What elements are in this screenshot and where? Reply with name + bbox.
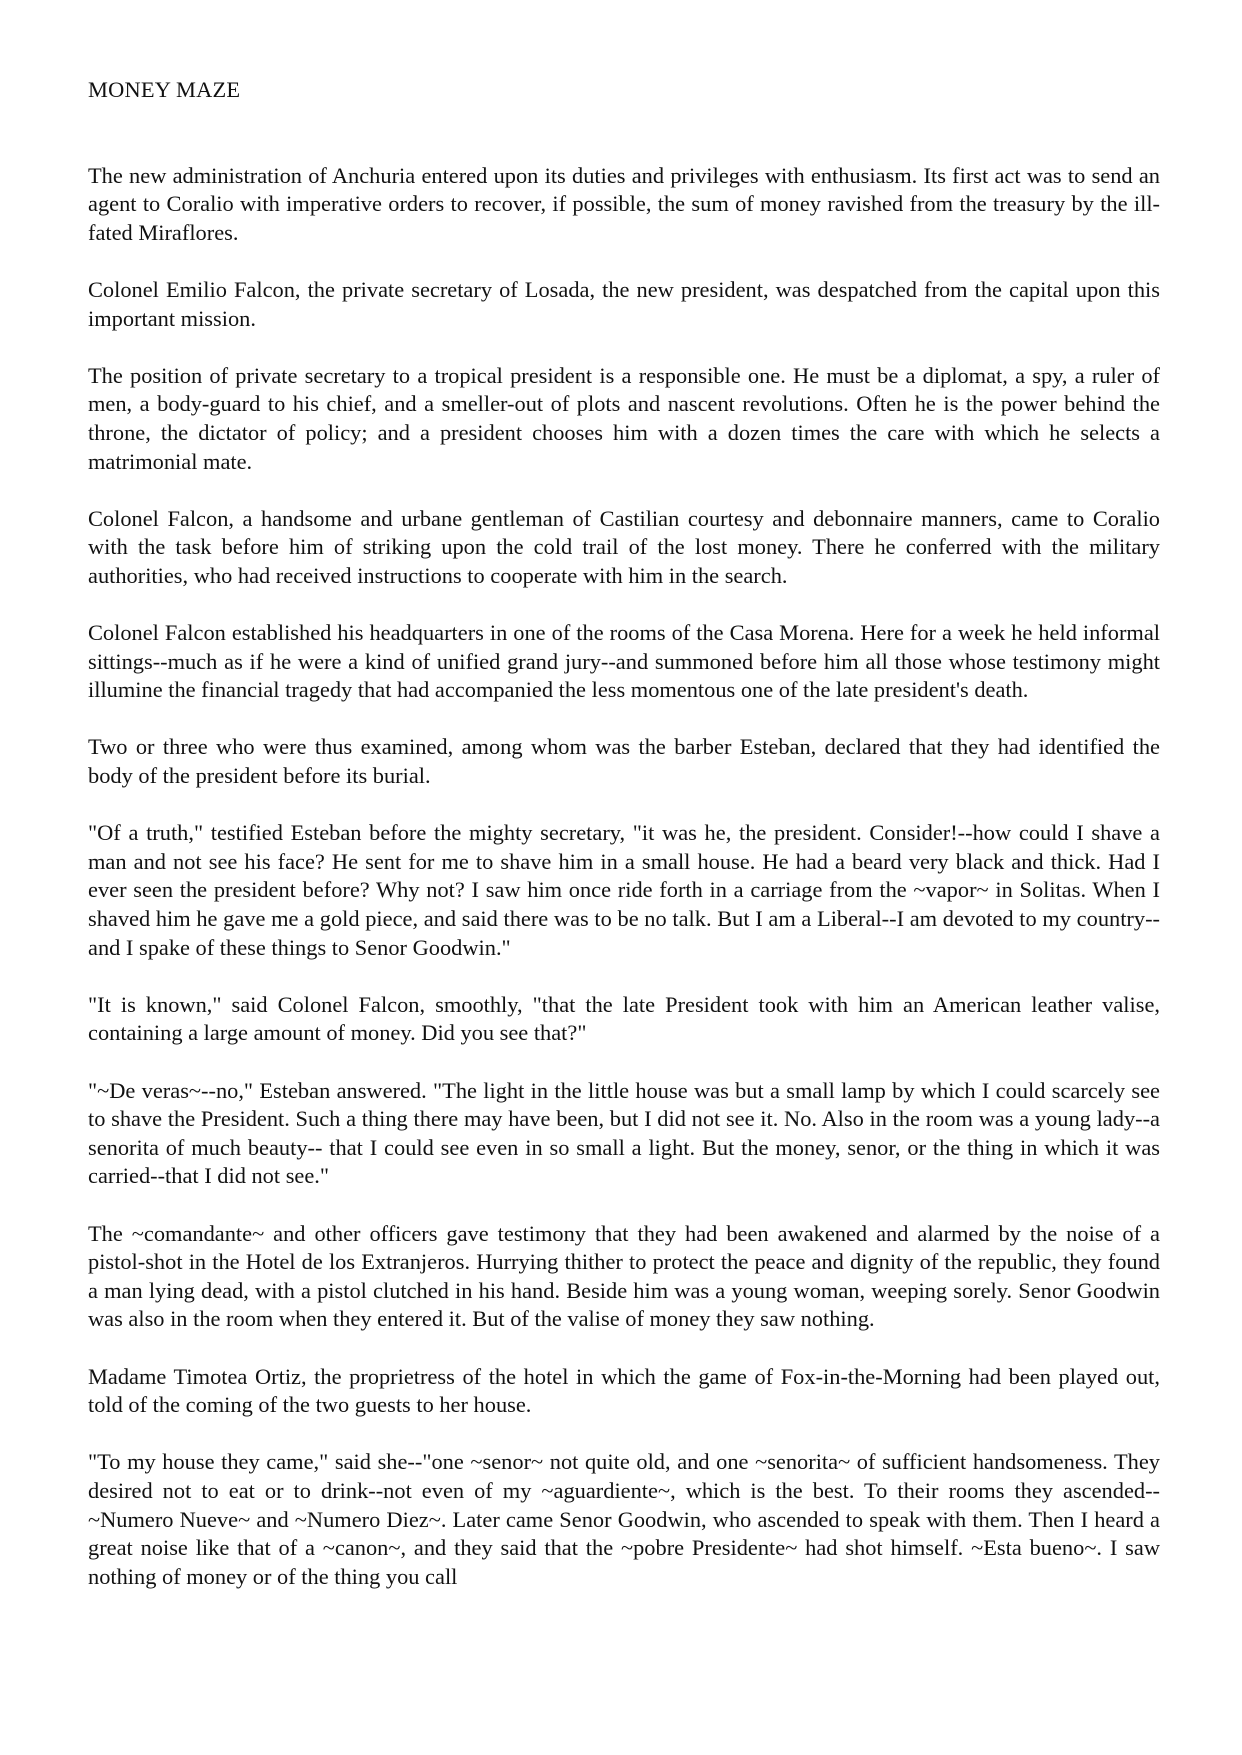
paragraph-12: "To my house they came," said she--"one ~senor~ not quite old, and one ~senorita~ of sufficient handsomeness. They desired not to eat or to drink--not even of my ~aguardiente~, which is the best. To their rooms they ascended--~Numero Nueve~ and ~Numero Diez~. Later came Senor Goodwin, who ascended to speak with them. Then I heard a great noise like that of a ~canon~, and they said that the ~pobre Presidente~ had shot himself. ~Esta bueno~. I saw nothing of money or of the thing you call (88, 1449, 1160, 1589)
document-page (88, 76, 1160, 1620)
paragraph-3: The position of private secretary to a tropical president is a responsible one. He must be a diplomat, a spy, a ruler of men, a body-guard to his chief, and a smeller-out of plots and nascent revolutions. Often he is the power behind the throne, the dictator of policy; and a president chooses him with a dozen times the care with which he selects a matrimonial mate. (88, 362, 1160, 474)
paragraph-5: Colonel Falcon established his headquarters in one of the rooms of the Casa Morena. Here for a week he held informal sittings--much as if he were a kind of unified grand jury--and summoned before him all those whose testimony might illumine the financial tragedy that had accompanied the less momentous one of the late president's death. (88, 620, 1160, 703)
document-title: MONEY MAZE (88, 77, 241, 102)
paragraph-9: "~De veras~--no," Esteban answered. "The light in the little house was but a small lamp by which I could scarcely see to shave the President. Such a thing there may have been, but I did not see it. No. Also in the room was a young lady--a senorita of much beauty-- that I could see even in so small a light. But the money, senor, or the thing in which it was carried--that I did not see." (88, 1077, 1160, 1189)
paragraph-10: The ~comandante~ and other officers gave testimony that they had been awakened and alarmed by the noise of a pistol-shot in the Hotel de los Extranjeros. Hurrying thither to protect the peace and dignity of the republic, they found a man lying dead, with a pistol clutched in his hand. Beside him was a young woman, weeping sorely. Senor Goodwin was also in the room when they entered it. But of the valise of money they saw nothing. (88, 1220, 1160, 1332)
paragraph-11: Madame Timotea Ortiz, the proprietress of the hotel in which the game of Fox-in-the-Morning had been played out, told of the coming of the two guests to her house. (88, 1363, 1160, 1418)
paragraph-1: The new administration of Anchuria entered upon its duties and privileges with enthusiasm. Its first act was to send an agent to Coralio with imperative orders to recover, if possible, the sum of money ravished from the treasury by the ill-fated Miraflores. (88, 162, 1160, 245)
paragraph-4: Colonel Falcon, a handsome and urbane gentleman of Castilian courtesy and debonnaire manners, came to Coralio with the task before him of striking upon the cold trail of the lost money. There he conferred with the military authorities, who had received instructions to cooperate with him in the search. (88, 505, 1160, 588)
paragraph-8: "It is known," said Colonel Falcon, smoothly, "that the late President took with him an American leather valise, containing a large amount of money. Did you see that?" (88, 991, 1160, 1046)
paragraph-7: "Of a truth," testified Esteban before the mighty secretary, "it was he, the president. Consider!--how could I shave a man and not see his face? He sent for me to shave him in a small house. He had a beard very black and thick. Had I ever seen the president before? Why not? I saw him once ride forth in a carriage from the ~vapor~ in Solitas. When I shaved him he gave me a gold piece, and said there was to be no talk. But I am a Liberal--I am devoted to my country--and I spake of these things to Senor Goodwin." (88, 820, 1160, 960)
paragraph-6: Two or three who were thus examined, among whom was the barber Esteban, declared that they had identified the body of the president before its burial. (88, 734, 1160, 789)
paragraph-2: Colonel Emilio Falcon, the private secretary of Losada, the new president, was despatched from the capital upon this important mission. (88, 276, 1160, 331)
